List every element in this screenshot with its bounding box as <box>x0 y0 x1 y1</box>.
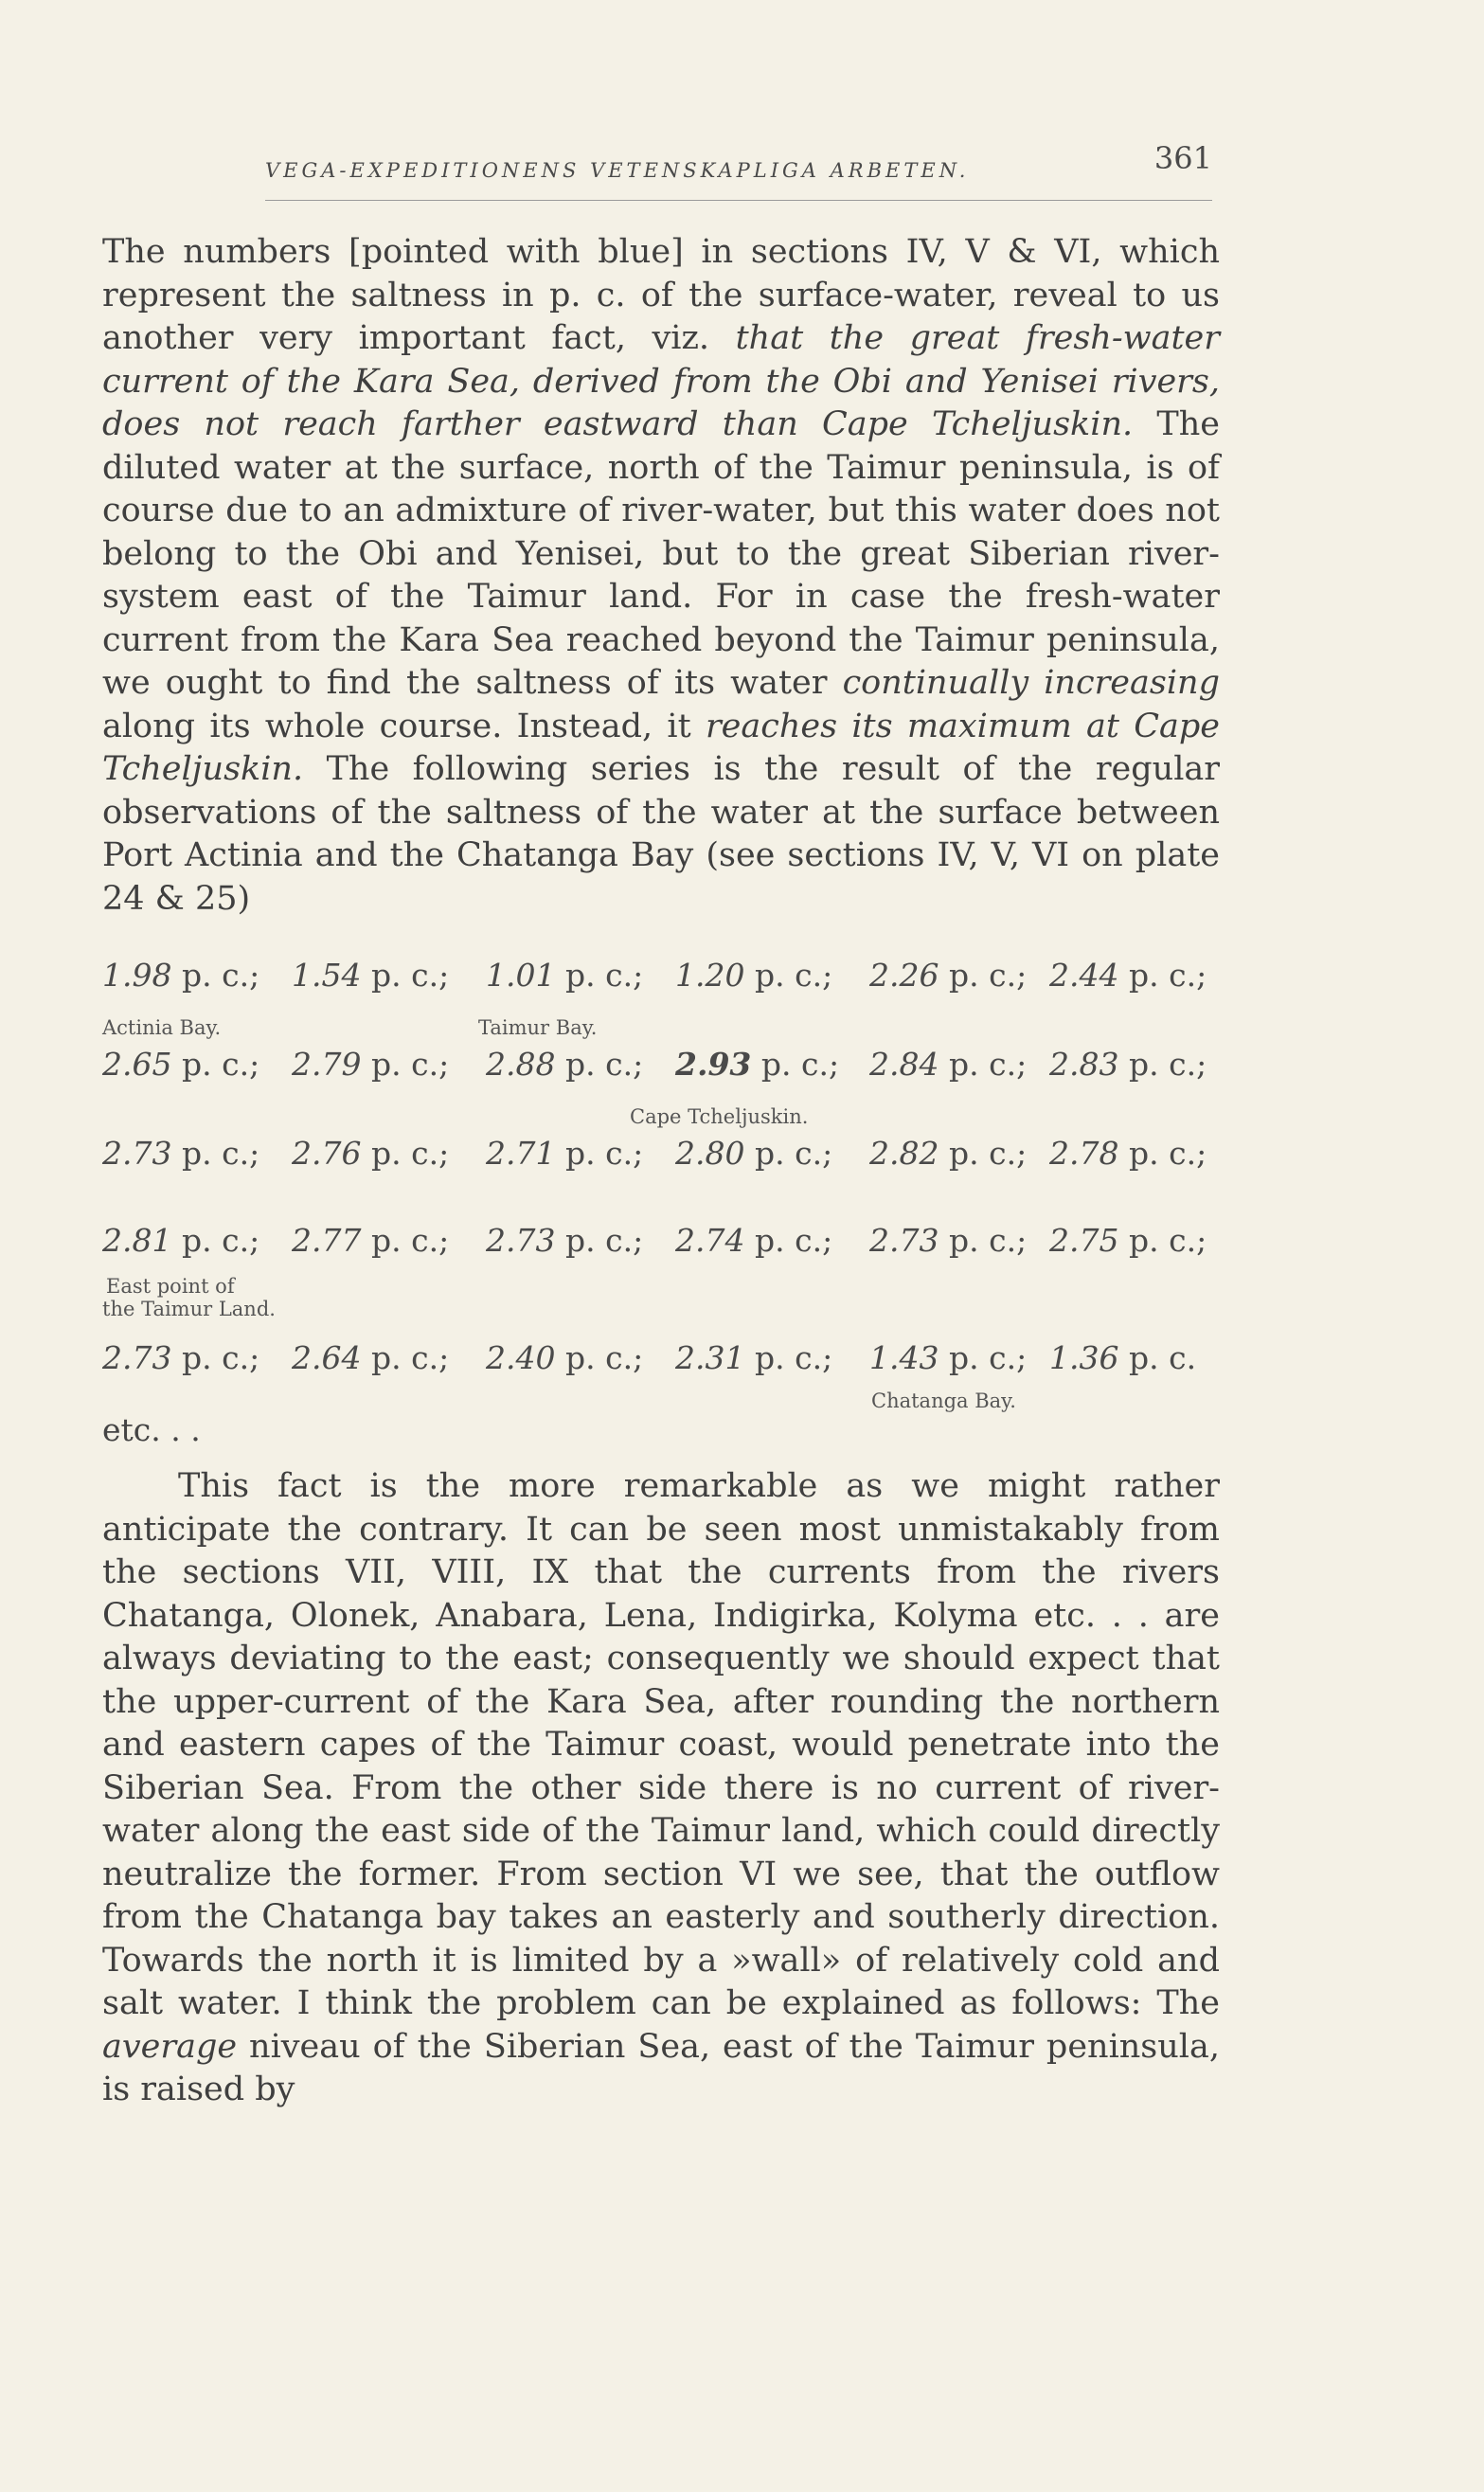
saltness-value: 2.74 <box>675 1222 745 1259</box>
unit-label: p. c. <box>760 1046 829 1083</box>
saltness-value: 2.80 <box>675 1135 745 1172</box>
series-entry: 2.64 p. c.; <box>292 1339 450 1376</box>
series-entry: 2.77 p. c.; <box>292 1222 450 1259</box>
unit-label: p. c. <box>948 1135 1017 1172</box>
note-east-point-line-2: the Taimur Land. <box>102 1298 276 1320</box>
paragraph-2 <box>102 1465 1220 2112</box>
saltness-value: 2.73 <box>102 1135 172 1172</box>
saltness-value: 1.36 <box>1049 1339 1119 1376</box>
unit-label: p. c. <box>564 957 634 994</box>
series-entry: 2.84 p. c.; <box>869 1046 1028 1083</box>
saltness-value: 1.54 <box>292 957 362 994</box>
saltness-value: 2.88 <box>486 1046 556 1083</box>
series-entry: 2.40 p. c.; <box>486 1339 644 1376</box>
saltness-value: 2.79 <box>292 1046 362 1083</box>
saltness-value: 1.98 <box>102 957 172 994</box>
series-entry: 2.88 p. c.; <box>486 1046 644 1083</box>
unit-label: p. c. <box>370 957 439 994</box>
series-entry: 2.73 p. c.; <box>869 1222 1028 1259</box>
saltness-value: 2.71 <box>486 1135 556 1172</box>
series-entry: 2.80 p. c.; <box>675 1135 833 1172</box>
paragraph-2-italic-a: average <box>102 2027 238 2066</box>
note-actinia-bay: Actinia Bay. <box>102 1016 222 1039</box>
paragraph-1-italic-a: that the great fresh-water current of the Kara Sea, derived from the Obi and Yenisei rivers, does not reach farther eastward than Cape Tcheljuskin. <box>102 319 1220 443</box>
series-entry: 2.83 p. c.; <box>1049 1046 1207 1083</box>
saltness-value: 2.83 <box>1049 1046 1119 1083</box>
saltness-value: 1.43 <box>869 1339 939 1376</box>
unit-label: p. c. <box>754 957 823 994</box>
paragraph-2-text-a: This fact is the more remarkable as we might rather anticipate the contrary. It can be seen most unmistakably from the sections VII, VIII, IX that the currents from the rivers Chatanga, Olonek, Anabara, Lena, Indigirka, Kolyma etc. . . are always deviating to the east; consequently we should expect that the upper-current of the Kara Sea, after rounding the northern and eastern capes of the Taimur coast, would penetrate into the Siberian Sea. From the other side there is no current of river-water along the east side of the Taimur land, which could directly neutralize the former. From section VI we see, that the outflow from the Chatanga bay takes an easterly and southerly direction. Towards the north it is limited by a »wall» of relatively cold and salt water. I think the problem can be explained as follows: The <box>102 1467 1220 2022</box>
series-entry: 1.20 p. c.; <box>675 957 833 994</box>
paragraph-1-text-b: The diluted water at the surface, north of the Taimur peninsula, is of course due to an admixture of river-water, but this water does not belong to the Obi and Yenisei, but to the great Siberian river-system east of the Taimur land. For in case the fresh-water current from the Kara Sea reached beyond the Taimur peninsula, we ought to find the saltness of its water <box>102 405 1220 702</box>
series-entry: 2.73 p. c.; <box>102 1339 260 1376</box>
unit-label: p. c. <box>1128 1222 1197 1259</box>
page-header <box>265 140 1212 197</box>
series-entry: 1.54 p. c.; <box>292 957 450 994</box>
unit-label: p. c. <box>564 1135 634 1172</box>
saltness-value: 2.81 <box>102 1222 172 1259</box>
note-taimur-bay: Taimur Bay. <box>478 1016 598 1039</box>
saltness-value: 2.65 <box>102 1046 172 1083</box>
saltness-value: 2.44 <box>1049 957 1119 994</box>
series-entry: 2.75 p. c.; <box>1049 1222 1207 1259</box>
saltness-value: 2.78 <box>1049 1135 1119 1172</box>
unit-label: p. c. <box>754 1222 823 1259</box>
paragraph-1-italic-c: reaches its maximum at Cape Tcheljuskin. <box>102 707 1221 788</box>
saltness-value: 2.73 <box>486 1222 556 1259</box>
series-entry: 2.74 p. c.; <box>675 1222 833 1259</box>
note-chatanga-bay: Chatanga Bay. <box>871 1389 1016 1412</box>
saltness-value: 2.75 <box>1049 1222 1119 1259</box>
series-entry: 2.73 p. c.; <box>102 1135 260 1172</box>
unit-label: p. c. <box>181 1046 250 1083</box>
saltness-value: 1.20 <box>675 957 745 994</box>
series-entry: 2.76 p. c.; <box>292 1135 450 1172</box>
saltness-value: 2.84 <box>869 1046 939 1083</box>
series-entry: 2.65 p. c.; <box>102 1046 260 1083</box>
unit-label: p. c. <box>181 1135 250 1172</box>
saltness-value: 2.82 <box>869 1135 939 1172</box>
paragraph-2-text-b: niveau of the Siberian Sea, east of the Taimur peninsula, is raised by <box>102 2027 1220 2108</box>
saltness-value: 2.40 <box>486 1339 556 1376</box>
unit-label: p. c. <box>370 1339 439 1376</box>
series-entry: 2.73 p. c.; <box>486 1222 644 1259</box>
saltness-value: 2.64 <box>292 1339 362 1376</box>
unit-label: p. c. <box>181 957 250 994</box>
unit-label: p. c. <box>754 1339 823 1376</box>
unit-label: p. c. <box>948 957 1017 994</box>
unit-label: p. c. <box>370 1222 439 1259</box>
running-head: VEGA-EXPEDITIONENS VETENSKAPLIGA ARBETEN. <box>265 159 970 182</box>
series-entry: 1.43 p. c.; <box>869 1339 1028 1376</box>
series-entry: 2.71 p. c.; <box>486 1135 644 1172</box>
unit-label: p. c. <box>564 1046 634 1083</box>
page-number: 361 <box>1153 140 1212 176</box>
paragraph-1-text-a: The numbers [pointed with blue] in sections IV, V & VI, which represent the saltness in p. c. of the surface-water, reveal to us another very important fact, viz. <box>102 233 1220 357</box>
series-entry: 2.82 p. c.; <box>869 1135 1028 1172</box>
saltness-value-maximum: 2.93 <box>675 1046 752 1083</box>
saltness-value: 1.01 <box>486 957 556 994</box>
saltness-value: 2.73 <box>869 1222 939 1259</box>
series-entry: 1.98 p. c.; <box>102 957 260 994</box>
paragraph-1 <box>102 231 1220 921</box>
unit-label: p. c. <box>1128 1339 1197 1376</box>
paragraph-1-text-d: The following series is the result of the regular observations of the saltness of the water at the surface between Port Actinia and the Chatanga Bay (see sections IV, V, VI on plate 24 & 25) <box>102 750 1220 918</box>
series-entry: 2.81 p. c.; <box>102 1222 260 1259</box>
unit-label: p. c. <box>1128 1135 1197 1172</box>
etc-text: etc. . . <box>102 1411 201 1448</box>
series-entry: 2.93 p. c.; <box>675 1046 840 1083</box>
unit-label: p. c. <box>564 1339 634 1376</box>
unit-label: p. c. <box>181 1339 250 1376</box>
unit-label: p. c. <box>370 1046 439 1083</box>
saltness-value: 2.77 <box>292 1222 362 1259</box>
series-entry: 2.31 p. c.; <box>675 1339 833 1376</box>
unit-label: p. c. <box>370 1135 439 1172</box>
unit-label: p. c. <box>1128 1046 1197 1083</box>
unit-label: p. c. <box>948 1339 1017 1376</box>
saltness-value: 2.73 <box>102 1339 172 1376</box>
paragraph-1-italic-b: continually increasing <box>842 664 1220 702</box>
note-east-point-line-1: East point of <box>106 1275 235 1298</box>
header-rule <box>265 200 1212 201</box>
series-entry: 2.26 p. c.; <box>869 957 1028 994</box>
unit-label: p. c. <box>754 1135 823 1172</box>
saltness-value: 2.26 <box>869 957 939 994</box>
unit-label: p. c. <box>564 1222 634 1259</box>
saltness-value: 2.31 <box>675 1339 745 1376</box>
series-entry: 2.44 p. c.; <box>1049 957 1207 994</box>
paragraph-1-text-c: along its whole course. Instead, it <box>102 707 706 745</box>
unit-label: p. c. <box>948 1222 1017 1259</box>
unit-label: p. c. <box>948 1046 1017 1083</box>
series-entry <box>1049 1339 1196 1376</box>
series-entry: 2.79 p. c.; <box>292 1046 450 1083</box>
series-entry: 1.01 p. c.; <box>486 957 644 994</box>
unit-label: p. c. <box>181 1222 250 1259</box>
unit-label: p. c. <box>1128 957 1197 994</box>
note-cape-tcheljuskin: Cape Tcheljuskin. <box>630 1105 809 1128</box>
saltness-value: 2.76 <box>292 1135 362 1172</box>
series-entry: 2.78 p. c.; <box>1049 1135 1207 1172</box>
